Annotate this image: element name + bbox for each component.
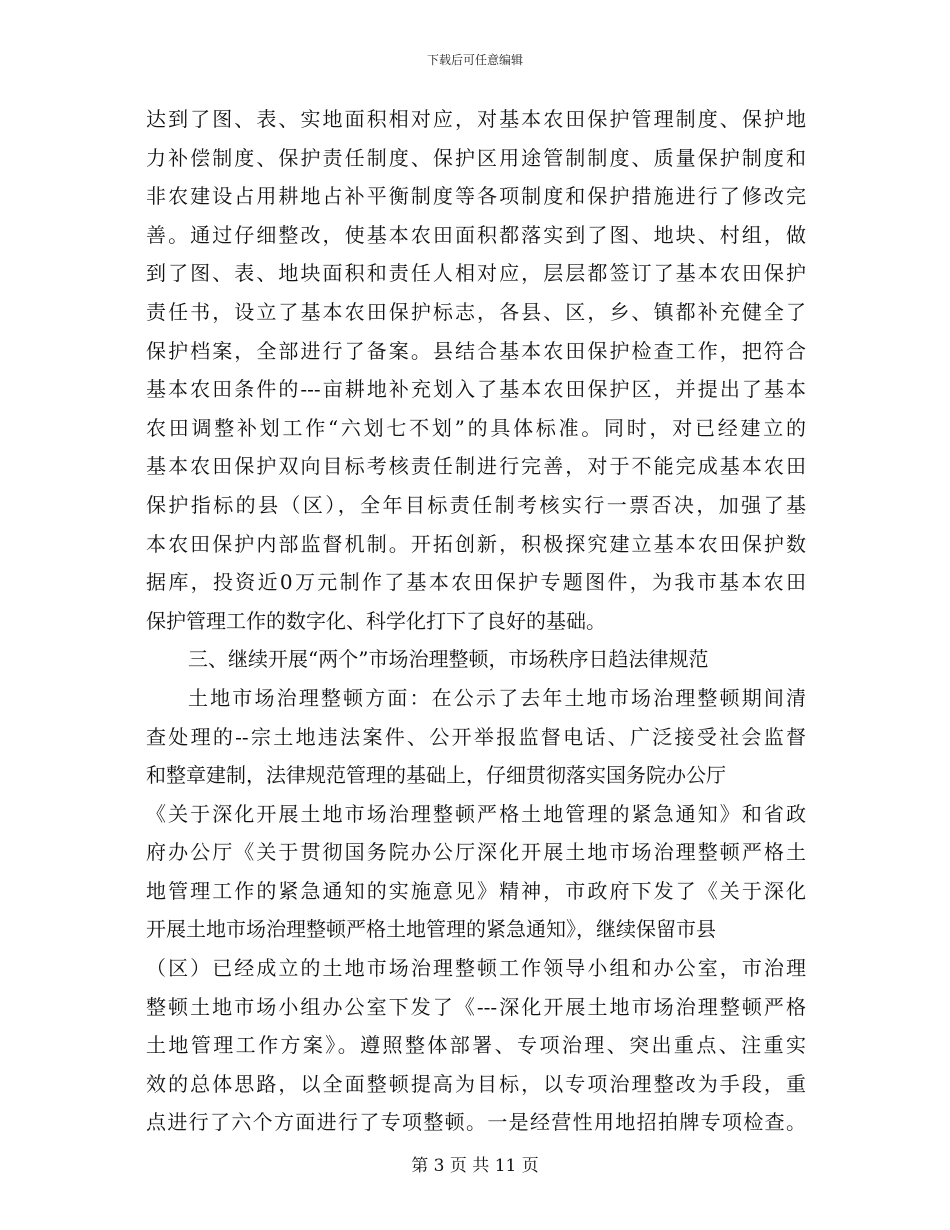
- text-line: 到了图、表、地块面积和责任人相对应，层层都签订了基本农田保护: [146, 261, 806, 286]
- text-line: 基本农田条件的---亩耕地补充划入了基本农田保护区，并提出了基本: [146, 377, 806, 402]
- text-line: 达到了图、表、实地面积相对应，对基本农田保护管理制度、保护地: [146, 107, 806, 131]
- document-body: [146, 100, 806, 1142]
- text-line: 土地管理工作方案》。遵照整体部署、专项治理、突出重点、注重实: [146, 1033, 806, 1058]
- text-line: 保护档案，全部进行了备案。县结合基本农田保护检查工作，把符合: [146, 338, 806, 363]
- text-line: 善。通过仔细整改，使基本农田面积都落实到了图、地块、村组，做: [146, 222, 806, 247]
- text-line: 点进行了六个方面进行了专项整顿。一是经营性用地招拍牌专项检查。: [146, 1110, 806, 1135]
- text-line: 开展土地市场治理整顿严格土地管理的紧急通知》，继续保留市县: [146, 917, 716, 942]
- page-footer: 第 3 页 共 11 页: [411, 1156, 539, 1176]
- text-line: 和整章建制，法律规范管理的基础上，仔细贯彻落实国务院办公厅: [146, 763, 726, 788]
- text-line: 力补偿制度、保护责任制度、保护区用途管制制度、质量保护制度和: [146, 145, 806, 170]
- text-line: 责任书，设立了基本农田保护标志，各县、区，乡、镇都补充健全了: [146, 299, 806, 324]
- text-line: 《关于深化开展土地市场治理整顿严格土地管理的紧急通知》和省政: [146, 801, 806, 826]
- text-line: 据库，投资近0万元制作了基本农田保护专题图件，为我市基本农田: [146, 570, 806, 595]
- text-line: 农田调整补划工作“六划七不划”的具体标准。同时，对已经建立的: [146, 415, 806, 440]
- text-line: 查处理的--宗土地违法案件、公开举报监督电话、广泛接受社会监督: [146, 724, 806, 749]
- text-line: 地管理工作的紧急通知的实施意见》精神，市政府下发了《关于深化: [146, 878, 806, 903]
- text-line: 非农建设占用耕地占补平衡制度等各项制度和保护措施进行了修改完: [146, 184, 806, 209]
- section-heading: 三、继续开展“两个”市场治理整顿，市场秩序日趋法律规范: [188, 647, 709, 672]
- text-line: 效的总体思路，以全面整顿提高为目标，以专项治理整改为手段，重: [146, 1071, 806, 1096]
- text-line: 府办公厅《关于贯彻国务院办公厅深化开展土地市场治理整顿严格土: [146, 840, 806, 865]
- text-line: 整顿土地市场小组办公室下发了《---深化开展土地市场治理整顿严格: [146, 994, 806, 1019]
- text-line: 保护管理工作的数字化、科学化打下了良好的基础。: [146, 608, 606, 633]
- text-line: （区）已经成立的土地市场治理整顿工作领导小组和办公室，市治理: [146, 956, 806, 981]
- text-line: 保护指标的县（区），全年目标责任制考核实行一票否决，加强了基: [146, 492, 806, 517]
- paragraph-first-line: 土地市场治理整顿方面：在公示了去年土地市场治理整顿期间清: [188, 685, 806, 710]
- text-line: 本农田保护内部监督机制。开拓创新，积极探究建立基本农田保护数: [146, 531, 806, 556]
- page-header: 下载后可任意编辑: [426, 53, 523, 67]
- text-line: 基本农田保护双向目标考核责任制进行完善，对于不能完成基本农田: [146, 454, 806, 479]
